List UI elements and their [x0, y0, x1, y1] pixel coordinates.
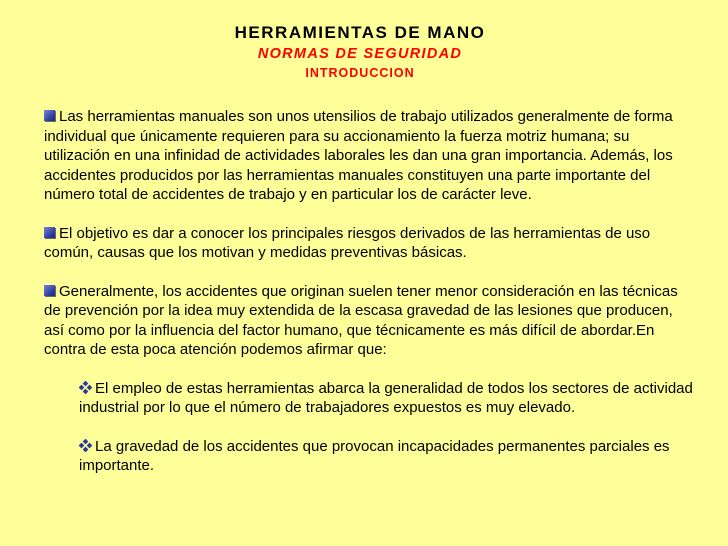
- sub-point: [79, 437, 699, 476]
- slide-body: [44, 107, 696, 495]
- diamond-bullet-icon: [79, 381, 93, 394]
- slide-title: HERRAMIENTAS DE MANO: [234, 23, 486, 42]
- paragraph: [44, 224, 696, 263]
- paragraph-text: El objetivo es dar a conocer los principales riesgos derivados de las herramientas de uso común, causas que los motivan y medidas preventivas básicas.: [44, 224, 651, 261]
- sub-point-text: El empleo de estas herramientas abarca la generalidad de todos los sectores de actividad industrial por lo que el número de trabajadores expuestos es muy elevado.: [79, 379, 693, 416]
- paragraph: [44, 107, 696, 205]
- sub-point-text: La gravedad de los accidentes que provocan incapacidades permanentes parciales es importante.: [79, 437, 670, 474]
- square-bullet-icon: [44, 227, 55, 238]
- diamond-bullet-icon: [79, 439, 93, 452]
- square-bullet-icon: [44, 285, 55, 296]
- paragraph-text: Generalmente, los accidentes que originan suelen tener menor consideración en las técnicas de prevención por la idea muy extendida de la escasa gravedad de las lesiones que producen, así como por la influencia del factor humano, que técnicamente es más difícil de abordar.En contra de esta poca atención podemos afirmar que:: [44, 282, 678, 358]
- paragraph: [44, 282, 696, 360]
- paragraph-text: Las herramientas manuales son unos utensilios de trabajo utilizados generalmente de forma individual que únicamente requieren para su accionamiento la fuerza motriz humana; su utilización en una infinidad de actividades laborales les dan una gran importancia. Además, los accidentes producidos por las herramientas manuales constituyen una parte importante del número total de accidentes de trabajo y en particular los de carácter leve.: [44, 108, 673, 203]
- section-heading: INTRODUCCION: [305, 66, 415, 80]
- square-bullet-icon: [44, 110, 55, 121]
- slide-header: [160, 22, 560, 82]
- sub-point: [79, 379, 699, 418]
- sub-point-list: [79, 379, 699, 476]
- slide-subtitle: NORMAS DE SEGURIDAD: [257, 46, 463, 62]
